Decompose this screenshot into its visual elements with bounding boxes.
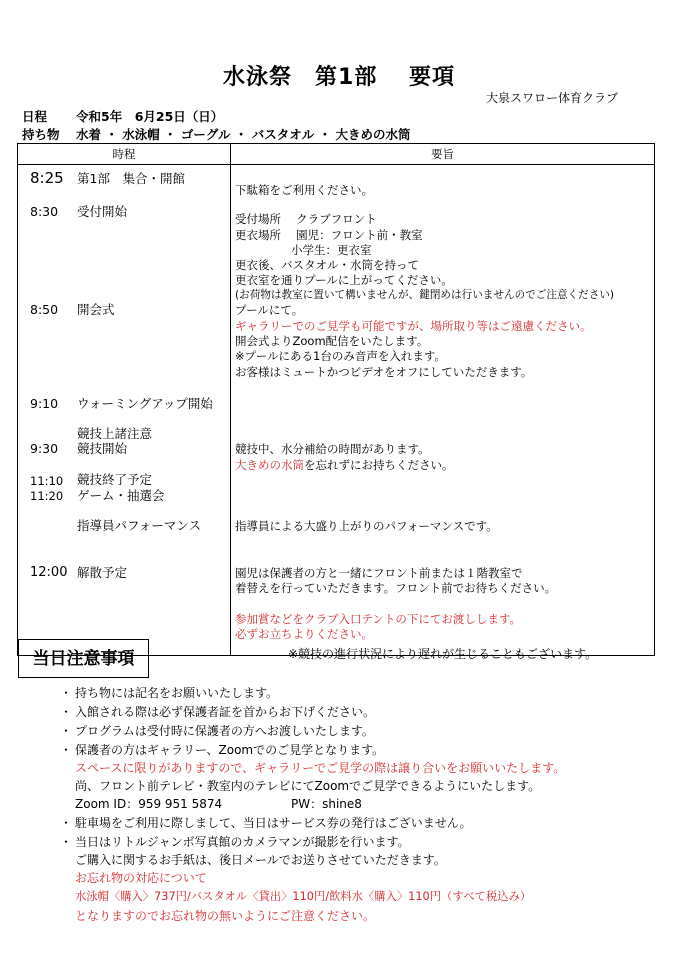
note-changing-place: 更衣場所 園児：フロント前・教室 [235,228,423,242]
time-930: 9:30 [30,441,59,456]
time-1200: 12:00 [30,565,68,580]
organization-name: 大泉スワロー体育クラブ [486,91,619,105]
note-water-bottle-rest: を忘れずにお持ちください。 [304,458,454,472]
bullet-4: ・ [60,743,73,757]
event-competition-start: 競技開始 [77,441,128,456]
note-water-bottle-highlight: 大きめの水筒 [235,458,304,472]
time-910: 9:10 [30,396,59,411]
note-after-change: 更衣後、バスタオル・水筒を持って [235,258,419,272]
event-competition-end: 競技終了予定 [77,472,153,487]
notice-line-9: 当日はリトルジャンボ写真館のカメラマンが撮影を行います。 [75,835,410,849]
notice-line-2: 入館される際は必ず保護者証を首からお下げください。 [75,705,376,719]
bullet-6: ・ [60,835,73,849]
zoom-id: Zoom ID：959 951 5874 [75,797,223,811]
note-hydration: 競技中、水分補給の時間があります。 [235,442,430,456]
bullet-5: ・ [60,816,73,830]
note-zoom: 開会式よりZoom配信をいたします。 [235,334,429,348]
event-gathering: 第1部 集合・開館 [77,171,185,186]
notice-line-4: 保護者の方はギャラリー、Zoomでのご見学となります。 [75,743,385,757]
note-audio: ※プールにある1台のみ音声を入れます。 [235,349,446,363]
note-mute: お客様はミュートかつビデオをオフにしていただきます。 [235,365,533,379]
event-warmup: ウォーミングアップ開始 [77,396,213,411]
note-luggage: (お荷物は教室に置いて構いませんが、鍵閉めは行いませんのでご注意ください) [235,289,615,301]
bullet-1: ・ [60,686,73,700]
note-reception-place: 受付場所 クラブフロント [235,212,377,226]
zoom-password: PW：shine8 [291,797,362,811]
note-change-clothes: 着替えを行っていただきます。フロント前でお待ちください。 [235,581,557,595]
date-row [22,107,223,125]
event-performance: 指導員パフォーマンス [77,518,202,533]
note-stop-by: 必ずお立ちよりください。 [235,627,373,641]
note-elementary: 小学生：更衣室 [291,243,372,257]
items-row [22,125,410,143]
note-shoebox: 下駄箱をご利用ください。 [235,183,373,197]
items-value: 水着 ・ 水泳帽 ・ ゴーグル ・ バスタオル ・ 大きめの水筒 [76,127,411,142]
notice-line-10: ご購入に関するお手紙は、後日メールでお送りさせていただきます。 [75,853,446,867]
event-opening: 開会式 [77,302,115,317]
notice-line-6: 尚、フロント前テレビ・教室内のテレビにてZoomでご見学できるようにいたします。 [75,779,541,793]
notice-line-12: 水泳帽〈購入〉737円/バスタオル〈貸出〉110円/飲料水〈購入〉110円（すべて税込み） [75,890,532,903]
event-reception: 受付開始 [77,204,128,219]
note-go-pool: 更衣室を通りプールに上がってください。 [235,273,453,287]
progress-note: ※競技の進行状況により遅れが生じることもございます。 [288,647,598,661]
date-label: 日程 [22,109,48,124]
time-825: 8:25 [30,169,64,187]
document-title: 水泳祭 第1部 要項 [223,65,455,90]
date-value: 令和5年 6月25日（日） [76,109,224,124]
notice-heading: 当日注意事項 [18,639,149,678]
note-at-pool: プールにて。 [235,303,304,317]
notice-line-5: スペースに限りがありますので、ギャラリーでご見学の際は譲り合いをお願いいたします。 [75,761,566,775]
note-performance: 指導員による大盛り上がりのパフォーマンスです。 [235,519,498,533]
time-830: 8:30 [30,204,59,219]
event-games: ゲーム・抽選会 [77,488,165,503]
header-time: 時程 [18,144,231,165]
note-water-bottle [235,457,454,474]
note-prize: 参加賞などをクラブ入口テントの下にてお渡しします。 [235,612,522,626]
time-1110: 11:10 [30,474,64,488]
notice-line-8: 駐車場をご利用に際しまして、当日はサービス券の発行はございません。 [75,816,472,830]
notice-line-1: 持ち物には記名をお願いいたします。 [75,686,279,700]
time-1120: 11:20 [30,489,64,503]
event-dismissal: 解散予定 [77,565,128,580]
event-precautions: 競技上諸注意 [77,426,153,441]
notice-line-11: お忘れ物の対応について [75,871,207,885]
bullet-2: ・ [60,705,73,719]
bullet-3: ・ [60,724,73,738]
note-kindergarten: 園児は保護者の方と一緒にフロント前または１階教室で [235,566,523,580]
time-850: 8:50 [30,302,59,317]
header-summary: 要旨 [231,144,655,165]
notice-line-3: プログラムは受付時に保護者の方へお渡しいたします。 [75,724,374,738]
notice-line-13: となりますのでお忘れ物の無いようにご注意ください。 [75,909,376,923]
items-label: 持ち物 [22,127,60,142]
note-gallery: ギャラリーでのご見学も可能ですが、場所取り等はご遠慮ください。 [235,319,592,333]
